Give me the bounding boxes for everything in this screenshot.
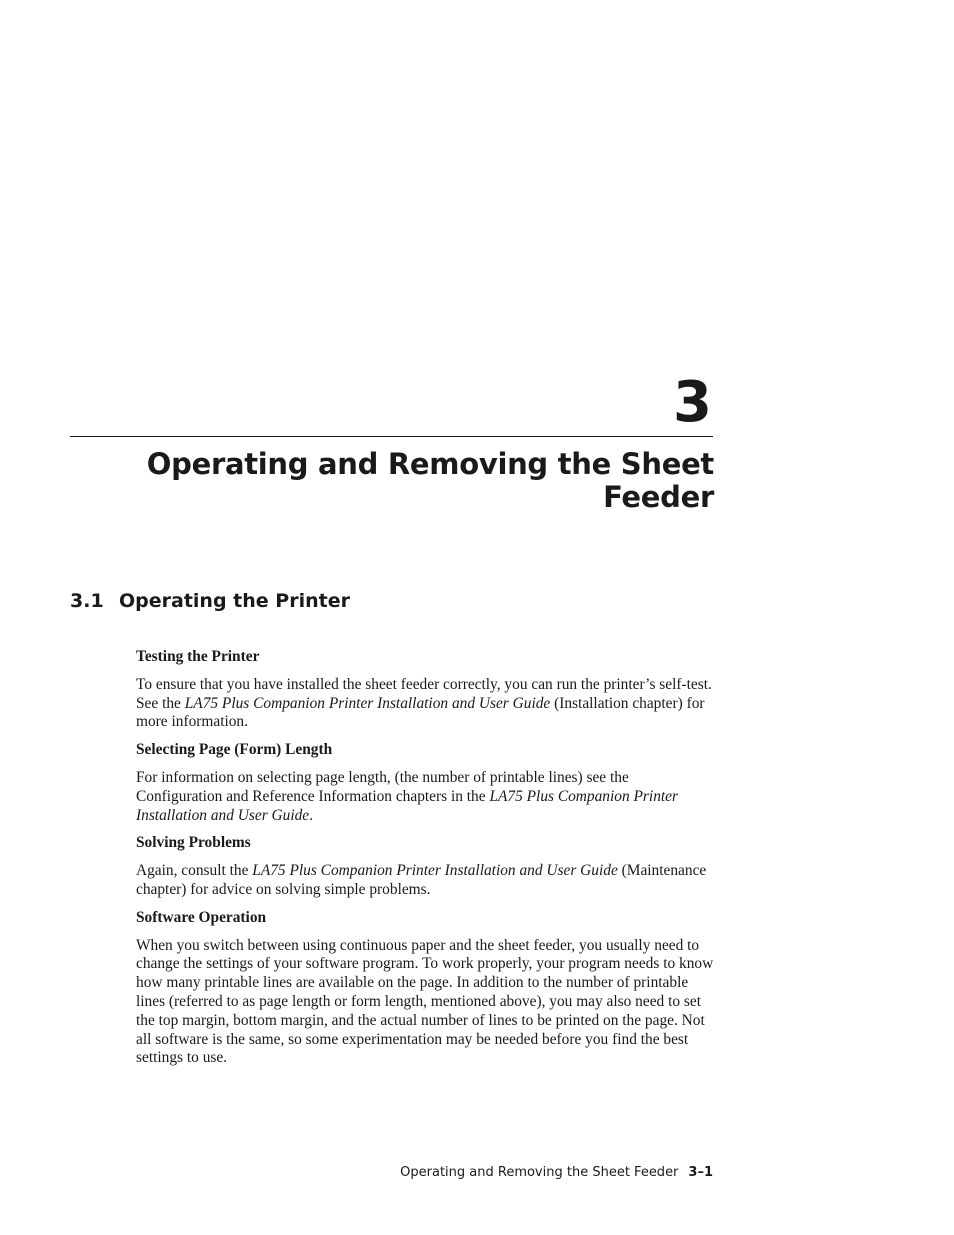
section-heading (70, 588, 350, 614)
section-body (136, 648, 716, 1077)
guide-title-reference: LA75 Plus Companion Printer Installation and User Guide (136, 787, 678, 824)
paragraph-text-end: . (309, 806, 313, 824)
paragraph: When you switch between using continuous paper and the sheet feeder, you usually need to change the settings of your software program. To work properly, your program needs to know how many printable lines are available on the page. In addition to the number of printable lines (referred to as page length or form length, mentioned above), you may also need to set the top margin, bottom margin, and the actual number of lines to be printed on the page. Not all software is the same, so some experimentation may be needed before you find the best settings to use. (136, 936, 714, 1067)
chapter-title-line1: Operating and Removing the Sheet (146, 447, 714, 481)
section-number: 3.1 (70, 590, 104, 612)
paragraph (136, 862, 716, 900)
paragraph-text-end: (Installation chapter) for more information. (136, 694, 705, 731)
guide-title-reference: LA75 Plus Companion Printer Installation and User Guide (252, 862, 618, 880)
footer-title: Operating and Removing the Sheet Feeder (400, 1165, 679, 1180)
paragraph-text: To ensure that you have installed the sheet feeder correctly, you can run the printer’s self-test. See the (136, 675, 712, 712)
subsection-solving-problems (136, 834, 716, 899)
chapter-title-line2: Feeder (603, 480, 714, 514)
paragraph-text-end: (Maintenance chapter) for advice on solving simple problems. (136, 862, 707, 898)
subsection-heading: Software Operation (136, 908, 267, 926)
subsection-heading: Testing the Printer (136, 648, 260, 665)
guide-title-reference: LA75 Plus Companion Printer Installation and User Guide (184, 694, 551, 712)
paragraph-text: Again, consult the (136, 862, 253, 880)
paragraph (136, 769, 716, 825)
subsection-testing (136, 648, 716, 732)
chapter-number: 3 (673, 370, 712, 435)
chapter-title (114, 448, 714, 514)
section-title: Operating the Printer (119, 590, 350, 612)
page-number: 3–1 (688, 1165, 713, 1180)
paragraph (136, 676, 716, 732)
subsection-heading: Solving Problems (136, 834, 251, 852)
page-footer (400, 1164, 713, 1182)
chapter-rule (70, 436, 713, 437)
paragraph-text: For information on selecting page length, (the number of printable lines) see the Configuration and Reference Information chapters in the (136, 768, 629, 805)
subsection-software-operation (136, 909, 716, 1068)
subsection-page-length (136, 741, 716, 825)
subsection-heading: Selecting Page (Form) Length (136, 741, 333, 759)
